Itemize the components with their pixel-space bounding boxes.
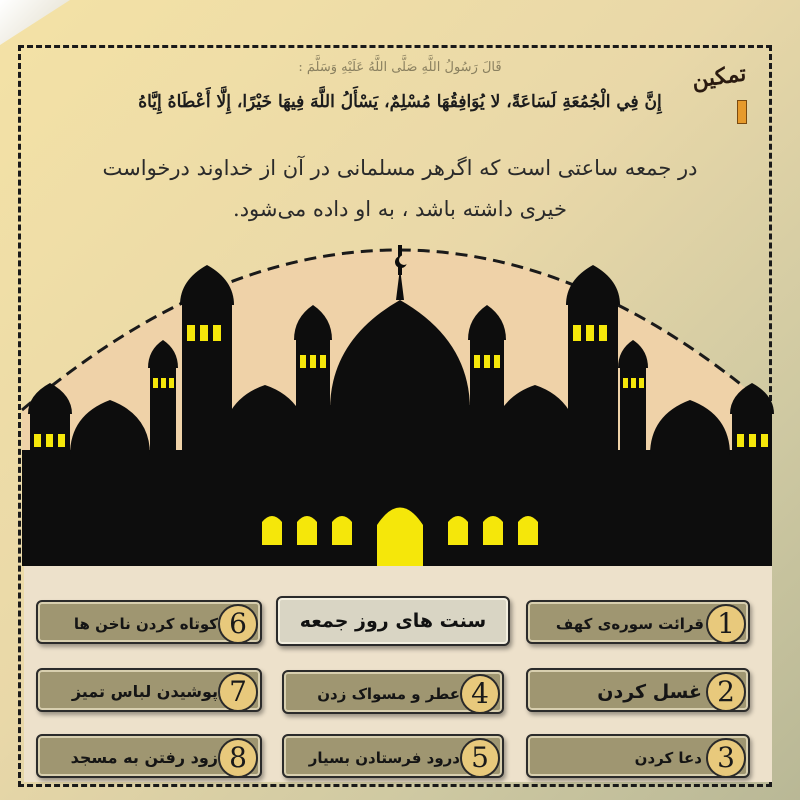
- hadith-text: إِنَّ فِي الْجُمُعَةِ لَسَاعَةً، لا يُوَافِقُهَا مُسْلِمٌ، يَسْأَلُ اللَّهَ فِيهَا خَيْرًا، إِلَّا أَعْطَاهُ إِيَّاهُ: [138, 92, 662, 112]
- list-item-2: [526, 668, 750, 712]
- list-item-7: [36, 668, 262, 712]
- item-label: قرائت سوره‌ی کهف: [555, 615, 704, 633]
- item-number-badge: 8: [218, 738, 258, 778]
- list-item-3: [526, 734, 750, 778]
- item-label: درود فرستادن بسیار: [308, 749, 460, 767]
- item-label: زود رفتن به مسجد: [70, 748, 218, 767]
- item-number-badge: 5: [460, 738, 500, 778]
- item-number-badge: 6: [218, 604, 258, 644]
- item-label: دعا کردن: [634, 749, 702, 767]
- item-number-badge: 4: [460, 674, 500, 714]
- translation-line-1: در جمعه ساعتی است که اگرهر مسلمانی در آن از خداوند درخواست: [102, 156, 698, 180]
- item-label: کوتاه کردن ناخن ها: [73, 615, 218, 633]
- item-label: پوشیدن لباس تمیز: [71, 682, 218, 701]
- item-number-badge: 1: [706, 604, 746, 644]
- item-number-badge: 2: [706, 672, 746, 712]
- list-item-5: [282, 734, 504, 778]
- item-label: عطر و مسواک زدن: [317, 685, 460, 703]
- hadith-intro: قَالَ رَسُولُ اللَّهِ صَلَّى اللَّهُ عَلَيْهِ وَسَلَّمَ :: [298, 60, 502, 75]
- item-label: غسل کردن: [597, 681, 702, 703]
- item-number-badge: 7: [218, 672, 258, 712]
- item-number-badge: 3: [706, 738, 746, 778]
- logo-text: تمکین: [690, 60, 748, 94]
- list-item-8: [36, 734, 262, 778]
- list-item-6: [36, 600, 262, 644]
- translation-line-2: خیری داشته باشد ، به او داده می‌شود.: [233, 197, 567, 221]
- list-item-1: [526, 600, 750, 644]
- list-item-4: [282, 670, 504, 714]
- list-title: سنت های روز جمعه: [276, 596, 510, 646]
